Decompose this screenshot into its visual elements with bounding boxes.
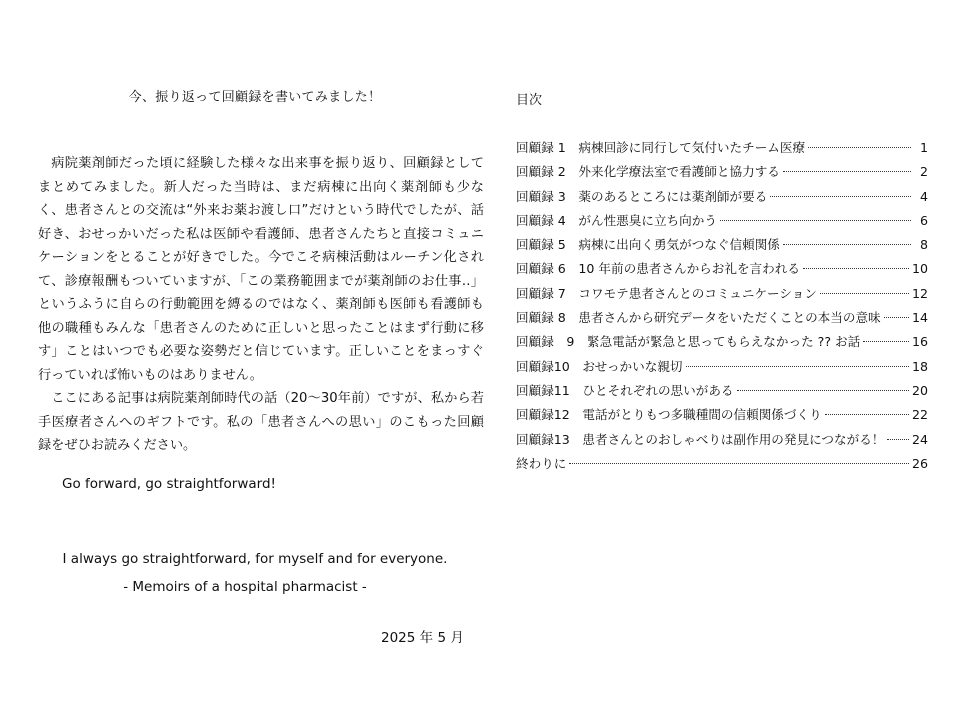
intro-heading: 今、振り返って回顧録を書いてみました！	[128, 90, 382, 105]
toc-entry[interactable]	[516, 452, 928, 476]
toc-entry-label: 回顧録 9 緊急電話が緊急と思ってもらえなかった ?? お話	[516, 334, 861, 350]
toc-page-number: 6	[919, 212, 928, 228]
toc-entry[interactable]	[516, 160, 928, 184]
intro-paragraph: 病院薬剤師だった頃に経験した様々な出来事を振り返り、回顧録としてまとめてみました。新人だった当時は、まだ病棟に出向く薬剤師も少なく、患者さんとの交流は“外来お薬お渡し口”だけという時代でしたが、話好き、おせっかいだった私は医師や看護師、患者さんたちと直接コミュニケーションをとることが好きでした。今でこそ病棟活動はルーチン化されて、診療報酬もついていますが、「この業務範囲までが薬剤師のお仕事‥」というふうに自らの行動範囲を縛るのではなく、薬剤師も医師も看護師も他の職種もみんな「患者さんのために正しいと思ったことはまず行動に移す」ことはいつでも必要な姿勢だと信じています。正しいことをまっすぐ行っていれば怖いものはありません。	[38, 156, 484, 383]
toc-entry-label: 回顧録13 患者さんとのおしゃべりは副作用の発見につながる！	[516, 431, 885, 447]
toc-entry-label: 終わりに	[516, 455, 567, 471]
toc-page-number: 20	[911, 382, 928, 398]
toc-leader-dots	[820, 293, 909, 294]
toc-entry[interactable]	[516, 136, 928, 160]
publication-date: 2025 年 5 月	[381, 630, 464, 646]
toc-entry-label: 回顧録12 電話がとりもつ多職種間の信頼関係づくり	[516, 407, 822, 423]
toc-page-number: 22	[911, 407, 928, 423]
memoir-subtitle: - Memoirs of a hospital pharmacist -	[123, 579, 367, 595]
toc-entry[interactable]	[516, 403, 928, 427]
toc-entry[interactable]	[516, 257, 928, 281]
toc-leader-dots	[887, 439, 909, 440]
toc-entry[interactable]	[516, 185, 928, 209]
toc-entry[interactable]	[516, 428, 928, 452]
toc-page-number: 16	[911, 334, 928, 350]
toc-list	[516, 136, 928, 476]
toc-page-number: 2	[919, 164, 928, 180]
toc-page-number: 8	[919, 237, 928, 253]
toc-leader-dots	[720, 220, 911, 221]
toc-entry[interactable]	[516, 209, 928, 233]
toc-entry[interactable]	[516, 233, 928, 257]
toc-leader-dots	[770, 196, 911, 197]
toc-page-number: 24	[911, 431, 928, 447]
toc-entry[interactable]	[516, 355, 928, 379]
toc-title: 目次	[516, 93, 543, 108]
toc-entry[interactable]	[516, 379, 928, 403]
toc-page-number: 4	[919, 188, 928, 204]
toc-page-number: 10	[911, 261, 928, 277]
toc-entry-label: 回顧録 7 コワモテ患者さんとのコミュニケーション	[516, 285, 817, 301]
toc-page-number: 18	[911, 358, 928, 374]
toc-leader-dots	[884, 317, 909, 318]
tagline-text: I always go straightforward, for myself and for everyone.	[62, 551, 448, 567]
toc-entry-label: 回顧録 6 10 年前の患者さんからお礼を言われる	[516, 261, 800, 277]
toc-page-number: 14	[911, 310, 928, 326]
toc-page-number: 26	[911, 455, 928, 471]
toc-entry-label: 回顧録 2 外来化学療法室で看護師と協力する	[516, 164, 780, 180]
toc-entry-label: 回顧録 5 病棟に出向く勇気がつなぐ信頼関係	[516, 237, 780, 253]
toc-entry-label: 回顧録 8 患者さんから研究データをいただくことの本当の意味	[516, 310, 881, 326]
toc-leader-dots	[808, 147, 911, 148]
intro-body	[38, 152, 484, 458]
toc-leader-dots	[686, 366, 909, 367]
toc-leader-dots	[569, 463, 909, 464]
intro-paragraph: ここにある記事は病院薬剤師時代の話（20～30年前）ですが、私から若手医療者さんへのギフトです。私の「患者さんへの思い」のこもった回顧録をぜひお読みください。	[38, 391, 484, 453]
toc-page-number: 1	[919, 140, 928, 155]
motto-text: Go forward, go straightforward!	[62, 476, 276, 492]
toc-entry[interactable]	[516, 330, 928, 354]
toc-leader-dots	[803, 268, 909, 269]
toc-leader-dots	[783, 244, 911, 245]
toc-entry-label: 回顧録11 ひとそれぞれの思いがある	[516, 382, 734, 398]
toc-page-number: 12	[911, 285, 928, 301]
toc-entry-label: 回顧録 4 がん性悪臭に立ち向かう	[516, 212, 717, 228]
toc-entry-label: 回顧録10 おせっかいな親切	[516, 358, 683, 374]
toc-leader-dots	[737, 390, 909, 391]
toc-entry-label: 回顧録 3 薬のあるところには薬剤師が要る	[516, 188, 768, 204]
toc-entry[interactable]	[516, 306, 928, 330]
toc-entry-label: 回顧録 1 病棟回診に同行して気付いたチーム医療	[516, 140, 806, 155]
toc-page	[510, 0, 960, 720]
toc-leader-dots	[825, 414, 909, 415]
toc-leader-dots	[783, 171, 911, 172]
toc-leader-dots	[863, 341, 909, 342]
toc-entry[interactable]	[516, 282, 928, 306]
